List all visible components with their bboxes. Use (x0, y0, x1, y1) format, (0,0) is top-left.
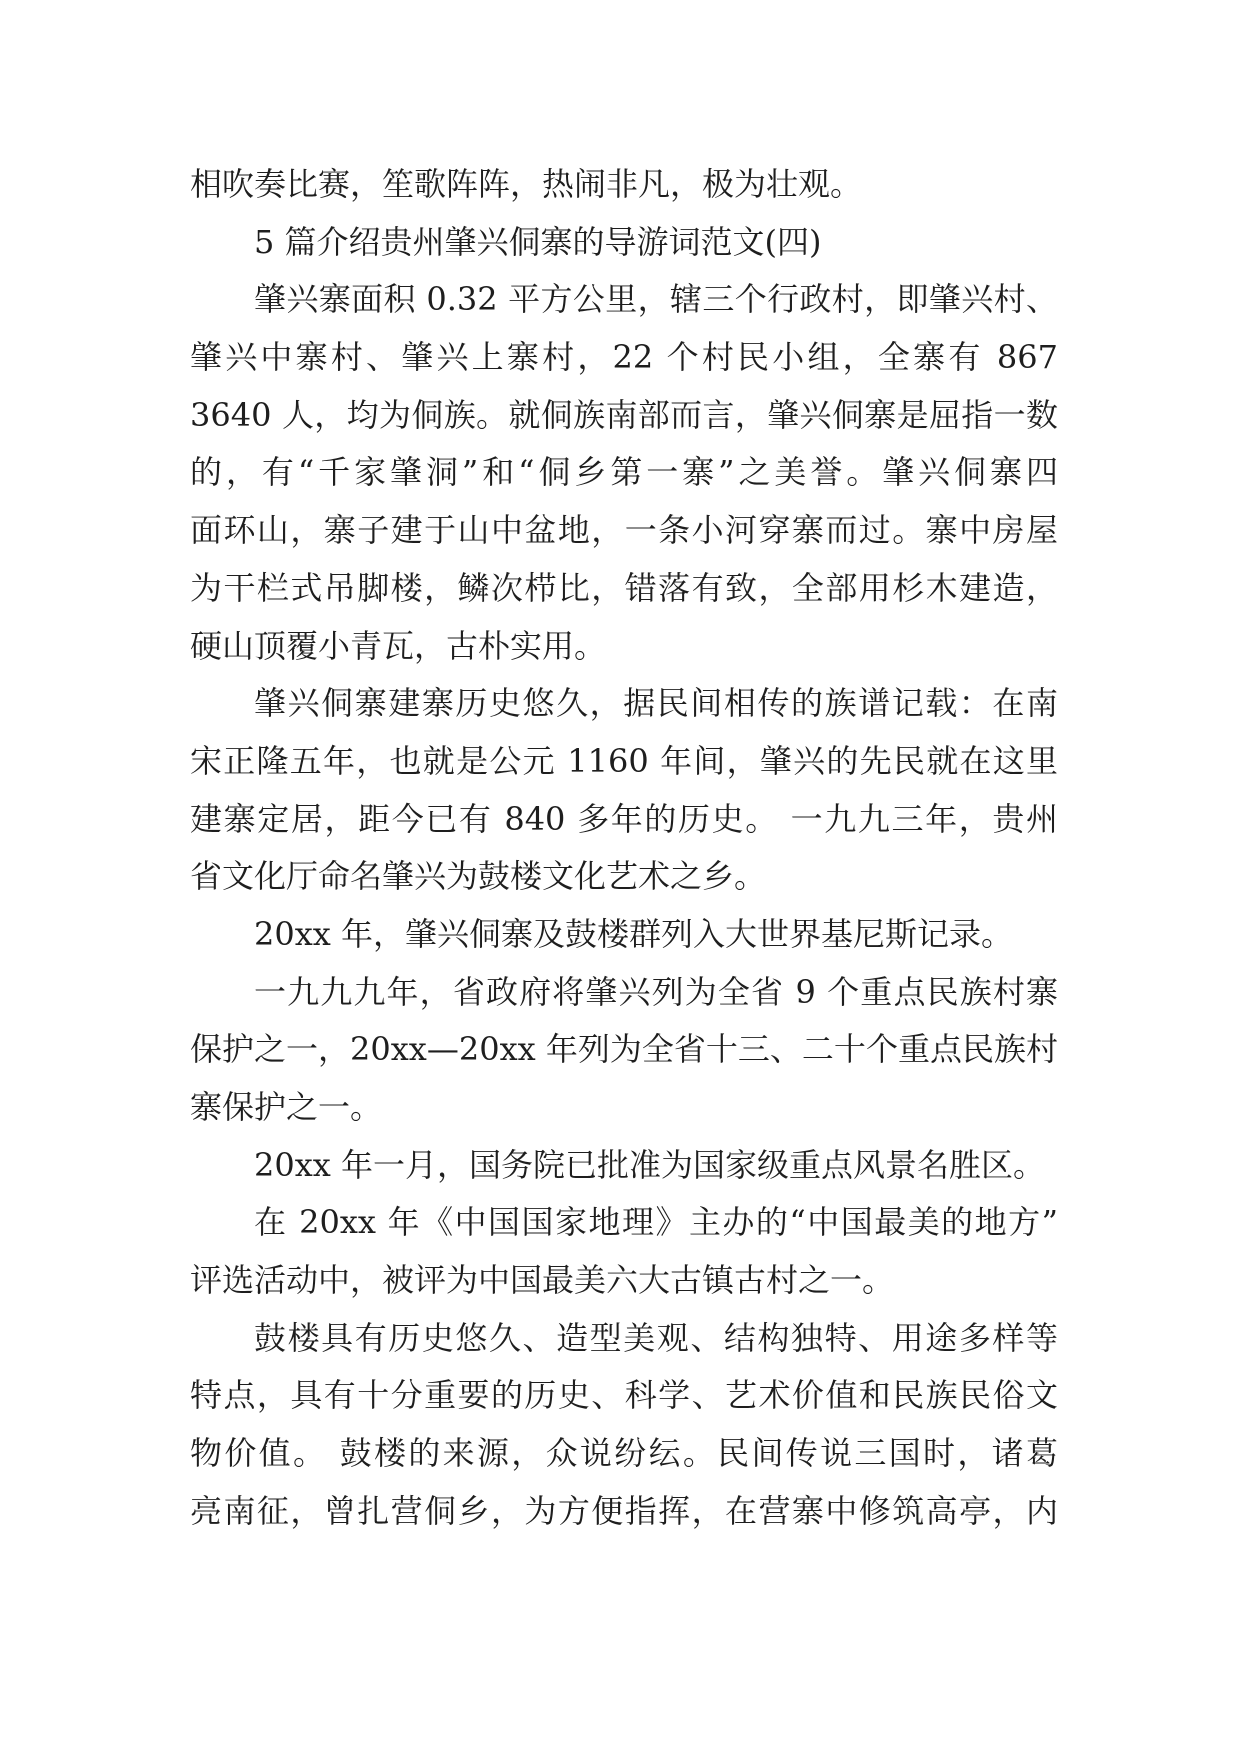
text-line: 肇兴中寨村、肇兴上寨村，22 个村民小组，全寨有 867 (190, 338, 1058, 377)
text-line: 的，有“千家肇洞”和“侗乡第一寨”之美誉。肇兴侗寨四 (190, 453, 1058, 492)
text-line: 建寨定居，距今已有 840 多年的历史。 一九九三年，贵州 (190, 799, 1058, 838)
text-line: 3640 人，均为侗族。就侗族南部而言，肇兴侗寨是屈指一数 (190, 395, 1058, 434)
text-line: 为干栏式吊脚楼，鳞次栉比，错落有致，全部用杉木建造， (190, 568, 1058, 607)
text-line: 省文化厅命名肇兴为鼓楼文化艺术之乡。 (190, 857, 767, 896)
paragraph (190, 906, 1058, 964)
document-page (190, 156, 1058, 1541)
text-line: 保护之一，20xx—20xx 年列为全省十三、二十个重点民族村 (190, 1030, 1058, 1069)
paragraph (190, 156, 1058, 214)
text-line: 肇兴寨面积 0.32 平方公里，辖三个行政村，即肇兴村、 (254, 280, 1058, 319)
paragraph (190, 1137, 1058, 1195)
text-line: 寨保护之一。 (190, 1088, 383, 1126)
text-line: 物价值。 鼓楼的来源，众说纷纭。民间传说三国时，诸葛 (190, 1434, 1058, 1473)
paragraph (190, 675, 1058, 906)
text-line: 一九九九年，省政府将肇兴列为全省 9 个重点民族村寨 (254, 972, 1058, 1011)
text-line: 在 20xx 年《中国国家地理》主办的“中国最美的地方” (254, 1203, 1058, 1242)
paragraph (190, 271, 1058, 675)
text-line: 肇兴侗寨建寨历史悠久，据民间相传的族谱记载：在南 (254, 684, 1058, 723)
text-line: 相吹奏比赛，笙歌阵阵，热闹非凡，极为壮观。 (190, 165, 863, 203)
heading-text: 5 篇介绍贵州肇兴侗寨的导游词范文(四) (254, 222, 822, 261)
paragraph (190, 1310, 1058, 1541)
text-line: 特点，具有十分重要的历史、科学、艺术价值和民族民俗文 (190, 1376, 1058, 1415)
text-line: 20xx 年，肇兴侗寨及鼓楼群列入大世界基尼斯记录。 (254, 914, 1013, 953)
paragraph (190, 1194, 1058, 1309)
text-line: 评选活动中，被评为中国最美六大古镇古村之一。 (190, 1261, 895, 1300)
text-line: 20xx 年一月，国务院已批准为国家级重点风景名胜区。 (254, 1145, 1045, 1184)
text-line: 宋正隆五年，也就是公元 1160 年间，肇兴的先民就在这里 (190, 741, 1058, 780)
text-line: 面环山，寨子建于山中盆地，一条小河穿寨而过。寨中房屋 (190, 511, 1058, 550)
text-line: 鼓楼具有历史悠久、造型美观、结构独特、用途多样等 (254, 1318, 1058, 1357)
paragraph (190, 964, 1058, 1137)
text-line: 硬山顶覆小青瓦，古朴实用。 (190, 626, 607, 665)
section-heading (190, 214, 1058, 272)
text-line: 亮南征，曾扎营侗乡，为方便指挥，在营寨中修筑高亭，内 (190, 1491, 1058, 1530)
